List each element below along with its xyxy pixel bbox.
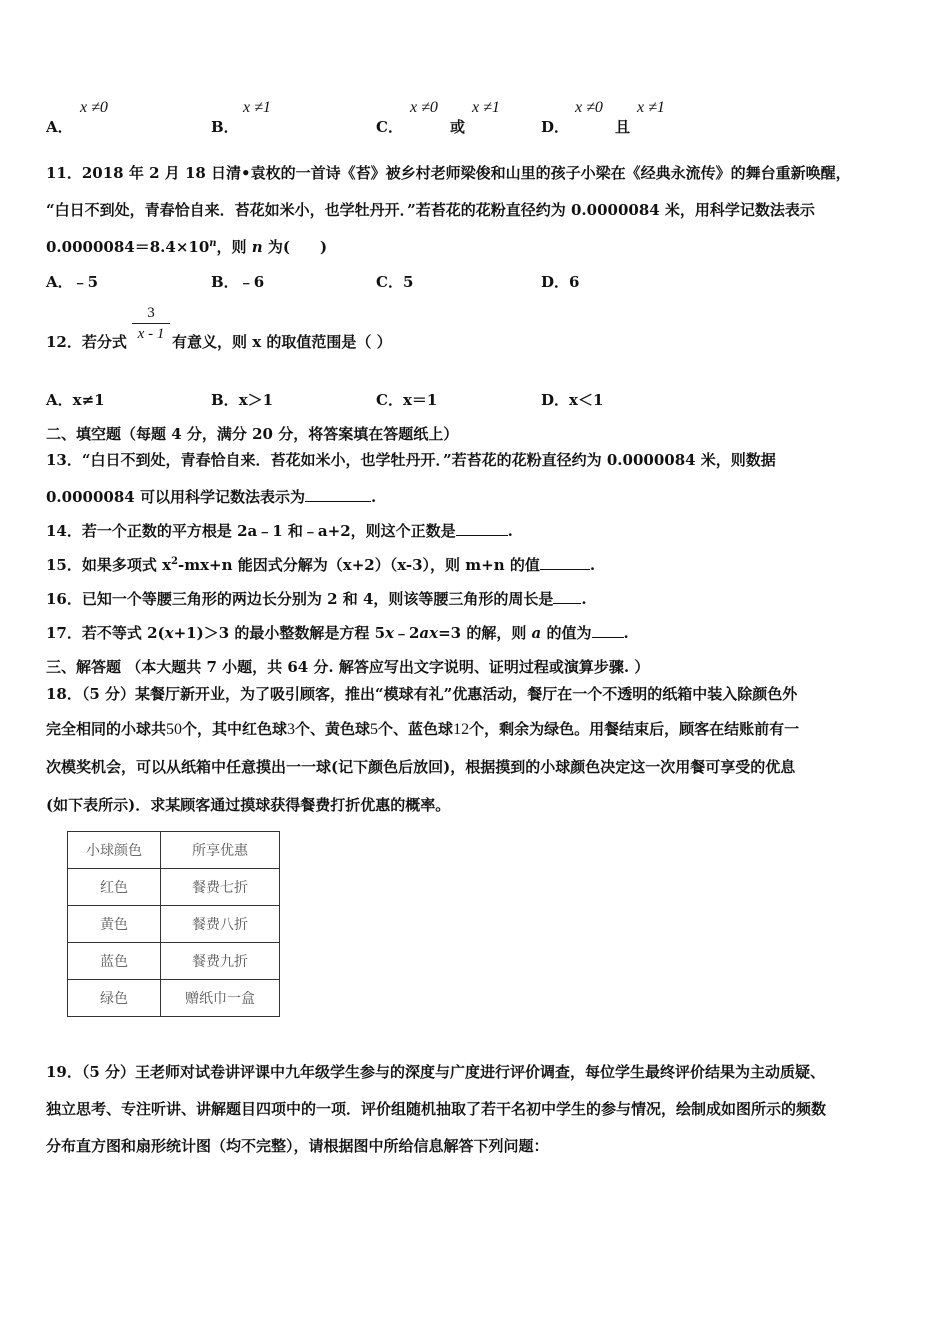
- q18-line2-a: 完全相同的小球共: [46, 720, 167, 738]
- q13-line1: 13．“白日不到处，青春恰自来．苔花如米小，也学牡丹开．”若苔花的花粉直径约为 0.0000084 米，则数据: [46, 451, 776, 469]
- q12-option-b: [211, 389, 273, 410]
- q11-option-d-label: D．: [541, 273, 570, 291]
- q12-option-d: [541, 389, 603, 410]
- q17-post: 的值为: [541, 624, 592, 642]
- q10-option-d: [541, 99, 665, 136]
- q15-pre: 15．如果多项式 x: [46, 556, 172, 574]
- q11-exponent: n: [209, 238, 217, 249]
- q12-option-b-label: B．: [211, 391, 239, 409]
- q17-var-x1: x: [164, 624, 174, 642]
- q10-option-c-expr1: x ≠0: [410, 99, 438, 116]
- q12-fraction: [132, 304, 170, 343]
- q12-post: 有意义，则 x 的取值范围是（ ）: [172, 333, 392, 351]
- table-cell-color: 蓝色: [68, 943, 161, 980]
- q12-pre: 12．若分式: [46, 333, 127, 351]
- q12-option-a: [46, 389, 105, 410]
- q10-option-a-expr: x ≠0: [80, 99, 108, 116]
- q12-option-a-label: A．: [46, 391, 73, 409]
- q17-pre: 17．若不等式 2(: [46, 624, 165, 642]
- table-cell-color: 红色: [68, 869, 161, 906]
- q11-option-b: [211, 271, 264, 292]
- q16-line: [46, 588, 587, 609]
- q17-line: [46, 622, 629, 643]
- q11-line3: [46, 236, 327, 257]
- q17-var-x2: x: [385, 624, 394, 642]
- table-header-cell: 小球颜色: [68, 832, 161, 869]
- q15-exponent: 2: [171, 556, 179, 567]
- q18-line3: 次模奖机会，可以从纸箱中任意摸出一一球(记下颜色后放回)，根据摸到的小球颜色决定这一次用餐可享受的优息: [46, 758, 796, 776]
- section-3-heading: 三、解答题 （本大题共 7 小题，共 64 分. 解答应写出文字说明、证明过程或演算步骤. ）: [46, 658, 650, 676]
- table-row: [68, 943, 280, 980]
- q17-answer-blank[interactable]: [592, 623, 624, 638]
- q15-post: -mx+n 能因式分解为（x+2）（x-3），则 m+n 的值: [178, 556, 540, 574]
- q11-option-a-label: A．: [46, 273, 73, 291]
- q13-line2: [46, 486, 376, 507]
- discount-table: [67, 831, 280, 1017]
- q14-text: 14．若一个正数的平方根是 2a﹣1 和﹣a+2，则这个正数是: [46, 522, 456, 540]
- q10-option-c-conj: 或: [450, 118, 466, 136]
- q16-answer-blank[interactable]: [553, 589, 581, 604]
- table-row: [68, 869, 280, 906]
- q11-option-a-value: ﹣5: [72, 273, 99, 291]
- q17-var-a: a: [531, 624, 542, 642]
- q14-answer-blank[interactable]: [456, 521, 508, 536]
- q17-var-ax: ax: [419, 624, 439, 642]
- q10-option-b-label: B．: [211, 118, 239, 136]
- q10-option-b-expr: x ≠1: [243, 99, 271, 116]
- q14-end: .: [507, 522, 513, 540]
- section-2-heading: 二、填空题（每题 4 分，满分 20 分，将答案填在答题纸上）: [46, 425, 459, 443]
- q10-option-d-expr1: x ≠0: [575, 99, 603, 116]
- q17-mid3: =3 的解，则: [438, 624, 532, 642]
- q12-fraction-numerator: 3: [147, 305, 155, 321]
- q10-option-c-label: C．: [376, 118, 403, 136]
- q18-line4: (如下表所示)．求某顾客通过摸球获得餐费打折优惠的概率。: [46, 796, 451, 814]
- q12-option-c-value: x＝1: [402, 391, 438, 409]
- q19-line2: 独立思考、专注听讲、讲解题目四项中的一项．评价组随机抽取了若干名初中学生的参与情况，绘制成如图所示的频数: [46, 1100, 827, 1118]
- q15-end: .: [589, 556, 596, 574]
- q11-line3-mid: ，则: [216, 238, 252, 256]
- q18-line2-d: 个、蓝色球: [378, 720, 454, 738]
- table-cell-discount: 餐费七折: [161, 869, 280, 906]
- q17-mid2: ﹣2: [393, 624, 420, 642]
- q18-yellow-count: 5: [370, 721, 379, 738]
- q16-text: 16．已知一个等腰三角形的两边长分别为 2 和 4，则该等腰三角形的周长是: [46, 590, 554, 608]
- q17-end: .: [623, 624, 629, 642]
- q12-fraction-denominator: x - 1: [137, 326, 165, 342]
- q16-end: .: [581, 590, 587, 608]
- table-row: [68, 906, 280, 943]
- q15-answer-blank[interactable]: [540, 555, 590, 570]
- q11-line1: 11．2018 年 2 月 18 日清•袁枚的一首诗《苔》被乡村老师梁俊和山里的孩子小梁在《经典永流传》的舞台重新唤醒，: [46, 164, 851, 182]
- table-cell-discount: 餐费九折: [161, 943, 280, 980]
- q10-option-d-expr2: x ≠1: [637, 99, 665, 116]
- q13-answer-blank[interactable]: [305, 487, 371, 502]
- q13-line2-text: 0.0000084 可以用科学记数法表示为: [46, 488, 305, 506]
- q10-option-b: [211, 99, 271, 136]
- table-cell-color: 绿色: [68, 980, 161, 1017]
- q12-option-c-label: C．: [376, 391, 403, 409]
- q19-line3: 分布直方图和扇形统计图（均不完整），请根据图中所给信息解答下列问题：: [46, 1137, 549, 1155]
- q18-line2-b: 个，其中红色球: [182, 720, 288, 738]
- q11-option-d-value: 6: [569, 273, 580, 291]
- q11-option-c: [376, 271, 413, 292]
- table-cell-discount: 餐费八折: [161, 906, 280, 943]
- q18-red-count: 3: [287, 721, 296, 738]
- q15-line: [46, 554, 595, 575]
- q10-option-d-label: D．: [541, 118, 570, 136]
- q13-line2-end: .: [370, 488, 377, 506]
- q11-option-a: [46, 271, 98, 292]
- q18-total-count: 50: [166, 721, 183, 738]
- q11-line3-pre: 0.0000084＝8.4×10: [46, 238, 210, 256]
- q10-option-d-conj: 且: [615, 118, 631, 136]
- table-row: [68, 980, 280, 1017]
- q10-option-c-expr2: x ≠1: [472, 99, 500, 116]
- q11-option-c-label: C．: [376, 273, 403, 291]
- q18-line2: [46, 718, 799, 739]
- q18-blue-count: 12: [453, 721, 470, 738]
- q14-line: [46, 520, 513, 541]
- q18-line2-e: 个，剩余为绿色。用餐结束后，顾客在结账前有一: [469, 720, 800, 738]
- q12-option-a-value: x≠1: [72, 391, 105, 409]
- q11-var-n: n: [251, 238, 263, 256]
- q11-option-d: [541, 271, 579, 292]
- q11-option-c-value: 5: [402, 273, 414, 291]
- q12-option-d-label: D．: [541, 391, 570, 409]
- q12-option-c: [376, 389, 437, 410]
- q18-line2-c: 个、黄色球: [295, 720, 371, 738]
- table-cell-color: 黄色: [68, 906, 161, 943]
- table-header-cell: 所享优惠: [161, 832, 280, 869]
- table-cell-discount: 赠纸巾一盒: [161, 980, 280, 1017]
- q11-line2: “白日不到处，青春恰自来．苔花如米小，也学牡丹开．”若苔花的花粉直径约为 0.0000084 米，用科学记数法表示: [46, 201, 815, 219]
- q12-option-b-value: x＞1: [238, 391, 274, 409]
- q17-mid1: +1)＞3 的最小整数解是方程 5: [173, 624, 386, 642]
- q18-line1: 18．（5 分）某餐厅新开业，为了吸引顾客，推出“模球有礼”优惠活动，餐厅在一个不透明的纸箱中装入除颜色外: [46, 685, 798, 703]
- q12-fraction-bar: [132, 323, 170, 324]
- q10-option-a-label: A．: [46, 118, 73, 136]
- q12-option-d-value: x＜1: [569, 391, 604, 409]
- table-header-row: [68, 832, 280, 869]
- q11-option-b-label: B．: [211, 273, 239, 291]
- q10-option-c: [376, 99, 500, 136]
- q11-option-b-value: ﹣6: [238, 273, 265, 291]
- q10-option-a: [46, 99, 108, 136]
- q19-line1: 19．（5 分）王老师对试卷讲评课中九年级学生参与的深度与广度进行评价调查，每位学生最终评价结果为主动质疑、: [46, 1063, 826, 1081]
- q11-line3-post: 为( ): [262, 238, 328, 256]
